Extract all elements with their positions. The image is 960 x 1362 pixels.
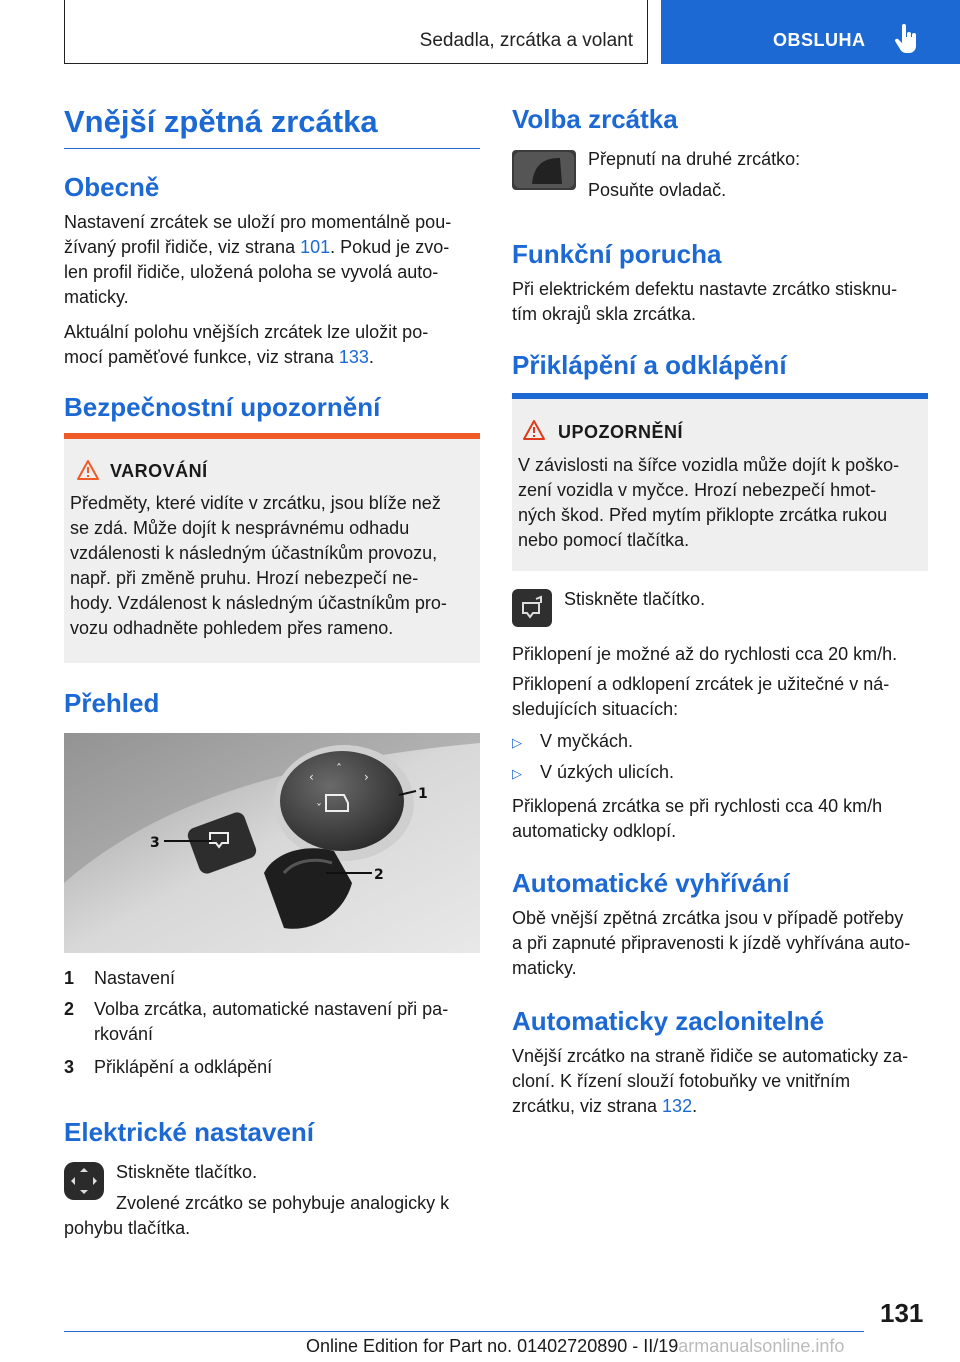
- svg-text:‹: ‹: [309, 770, 314, 784]
- page-link-132[interactable]: 132: [662, 1096, 693, 1116]
- heating-text: [512, 906, 932, 981]
- text-line: vozu odhadněte pohledem přes rameno.: [70, 618, 394, 638]
- heading-select: Volba zrcátka: [512, 104, 678, 134]
- switch-knob-icon: [512, 150, 576, 190]
- legend-item: 1 Nastavení: [64, 968, 176, 988]
- footer-rule: [64, 1331, 864, 1332]
- text-line: zrcátku, viz strana 132.: [512, 1096, 698, 1116]
- text-line: hody. Vzdálenost k následným účastníkům pro-: [70, 593, 447, 613]
- text-line: Nastavení zrcátek se uloží pro momentálně pou-: [64, 212, 452, 232]
- text-line: např. při změně pruhu. Hrozí nebezpečí ne-: [70, 568, 419, 588]
- text-line: sledujících situacích:: [512, 699, 679, 719]
- notice-box: [512, 393, 928, 571]
- arrows-icon: [64, 1162, 104, 1200]
- watermark: armanualsonline.info: [678, 1336, 845, 1356]
- text-line: V závislosti na šířce vozidla může dojít k poško-: [518, 455, 900, 475]
- text-line: maticky.: [512, 958, 577, 978]
- select-line-1: Přepnutí na druhé zrcátko:: [588, 149, 801, 169]
- text-line: se zdá. Může dojít k nesprávnému odhadu: [70, 518, 410, 538]
- svg-text:ˇ: ˇ: [316, 802, 322, 816]
- notice-triangle-icon: [522, 419, 546, 441]
- text-line: Přiklopení a odklopení zrcátek je užitečné v ná-: [512, 674, 890, 694]
- header-section-title: Sedadla, zrcátka a volant: [419, 30, 633, 51]
- heading-fault: Funkční porucha: [512, 239, 722, 269]
- notice-bar: [512, 393, 928, 399]
- hand-pointer-icon: [893, 24, 919, 54]
- warning-triangle-icon: [76, 459, 100, 481]
- notice-title: UPOZORNĚNÍ: [558, 422, 684, 442]
- text-line: vzdálenosti k následným účastníkům provozu,: [70, 543, 438, 563]
- warning-box: [64, 433, 480, 663]
- callout-2: 2: [374, 867, 384, 883]
- electric-line-3: pohybu tlačítka.: [64, 1218, 191, 1238]
- heading-electric: Elektrické nastavení: [64, 1117, 315, 1147]
- footer-edition: Online Edition for Part no. 01402720890 - II/19armanualsonline.info: [306, 1336, 845, 1356]
- page-title: Vnější zpětná zrcátka: [64, 104, 378, 139]
- fold-button-icon: [512, 589, 552, 627]
- header-tab-label: OBSLUHA: [773, 30, 866, 50]
- page-link-101[interactable]: 101: [300, 237, 331, 257]
- text-line: Aktuální polohu vnějších zrcátek lze uložit po-: [64, 322, 429, 342]
- legend-item: 3 Přiklápění a odklápění: [64, 1057, 273, 1077]
- text-line: žívaný profil řidiče, viz strana 101. Pokud je zvo-: [64, 237, 450, 257]
- mirror-controls-photo: [64, 733, 480, 953]
- text-line: len profil řidiče, uložená poloha se vyvolá auto-: [64, 262, 439, 282]
- text-line: mocí paměťové funkce, viz strana 133.: [64, 347, 374, 367]
- header-frame: [64, 0, 648, 64]
- warning-title: VAROVÁNÍ: [110, 461, 208, 481]
- text-line: automaticky odklopí.: [512, 821, 677, 841]
- notice-text: [518, 453, 928, 553]
- legend-item: 2 Volba zrcátka, automatické nastavení při pa- rkování: [64, 999, 449, 1044]
- bullet-triangle-icon: ▷: [512, 735, 522, 750]
- general-paragraph-1: [64, 210, 484, 310]
- svg-text:›: ›: [364, 770, 369, 784]
- bullet-item: ▷ V úzkých ulicích.: [512, 760, 674, 786]
- electric-line-2: Zvolené zrcátko se pohybuje analogicky k: [116, 1193, 450, 1213]
- page-link-133[interactable]: 133: [338, 347, 369, 367]
- heading-overview: Přehled: [64, 688, 160, 718]
- general-paragraph-2: [64, 320, 484, 370]
- text-line: cloní. K řízení slouží fotobuňky ve vnitřním: [512, 1071, 851, 1091]
- title-rule: [64, 148, 480, 149]
- text-line: Při elektrickém defektu nastavte zrcátko stisknu-: [512, 279, 898, 299]
- page-number: 131: [880, 1298, 924, 1328]
- fold-paragraph-2: [512, 672, 932, 722]
- heading-dimming: Automaticky zaclonitelné: [512, 1006, 825, 1036]
- warning-bar: [64, 433, 480, 439]
- text-line: Obě vnější zpětná zrcátka jsou v případě potřeby: [512, 908, 904, 928]
- text-line: ných škod. Před mytím přiklopte zrcátka rukou: [518, 505, 888, 525]
- text-line: tím okrajů skla zrcátka.: [512, 304, 697, 324]
- text-line: Předměty, které vidíte v zrcátku, jsou blíže než: [70, 493, 441, 513]
- text-line: maticky.: [64, 287, 129, 307]
- mirror-switch-icon: [512, 150, 576, 190]
- fault-text: [512, 277, 932, 327]
- warning-text: [70, 491, 480, 641]
- text-line: a při zapnuté připravenosti k jízdě vyhřívána auto-: [512, 933, 911, 953]
- heading-heating: Automatické vyhřívání: [512, 868, 790, 898]
- fold-mirror-icon: [512, 589, 552, 627]
- bullet-item: ▷ V myčkách.: [512, 729, 633, 755]
- text-line: nebo pomocí tlačítka.: [518, 530, 690, 550]
- fold-press-text: Stiskněte tlačítko.: [564, 589, 706, 609]
- callout-3: 3: [150, 835, 160, 851]
- electric-line-1: Stiskněte tlačítko.: [116, 1162, 258, 1182]
- fold-paragraph-1: Přiklopení je možné až do rychlosti cca 20 km/h.: [512, 644, 898, 664]
- svg-text:ˆ: ˆ: [336, 762, 342, 776]
- text-line: Přiklopená zrcátka se při rychlosti cca 40 km/h: [512, 796, 883, 816]
- callout-1: 1: [418, 786, 428, 802]
- mirror-adjust-button-icon: [64, 1162, 104, 1200]
- overview-legend: [64, 966, 480, 1080]
- select-line-2: Posuňte ovladač.: [588, 180, 727, 200]
- header-tab[interactable]: [661, 0, 960, 64]
- bullet-triangle-icon: ▷: [512, 766, 522, 781]
- heading-fold: Přiklápění a odklápění: [512, 350, 787, 380]
- heading-safety: Bezpečnostní upozornění: [64, 392, 381, 422]
- fold-paragraph-3: [512, 794, 932, 844]
- text-line: Vnější zrcátko na straně řidiče se automaticky za-: [512, 1046, 909, 1066]
- text-line: zení vozidla v myčce. Hrozí nebezpečí hmot-: [518, 480, 877, 500]
- dimming-text: [512, 1044, 932, 1119]
- heading-general: Obecně: [64, 172, 160, 202]
